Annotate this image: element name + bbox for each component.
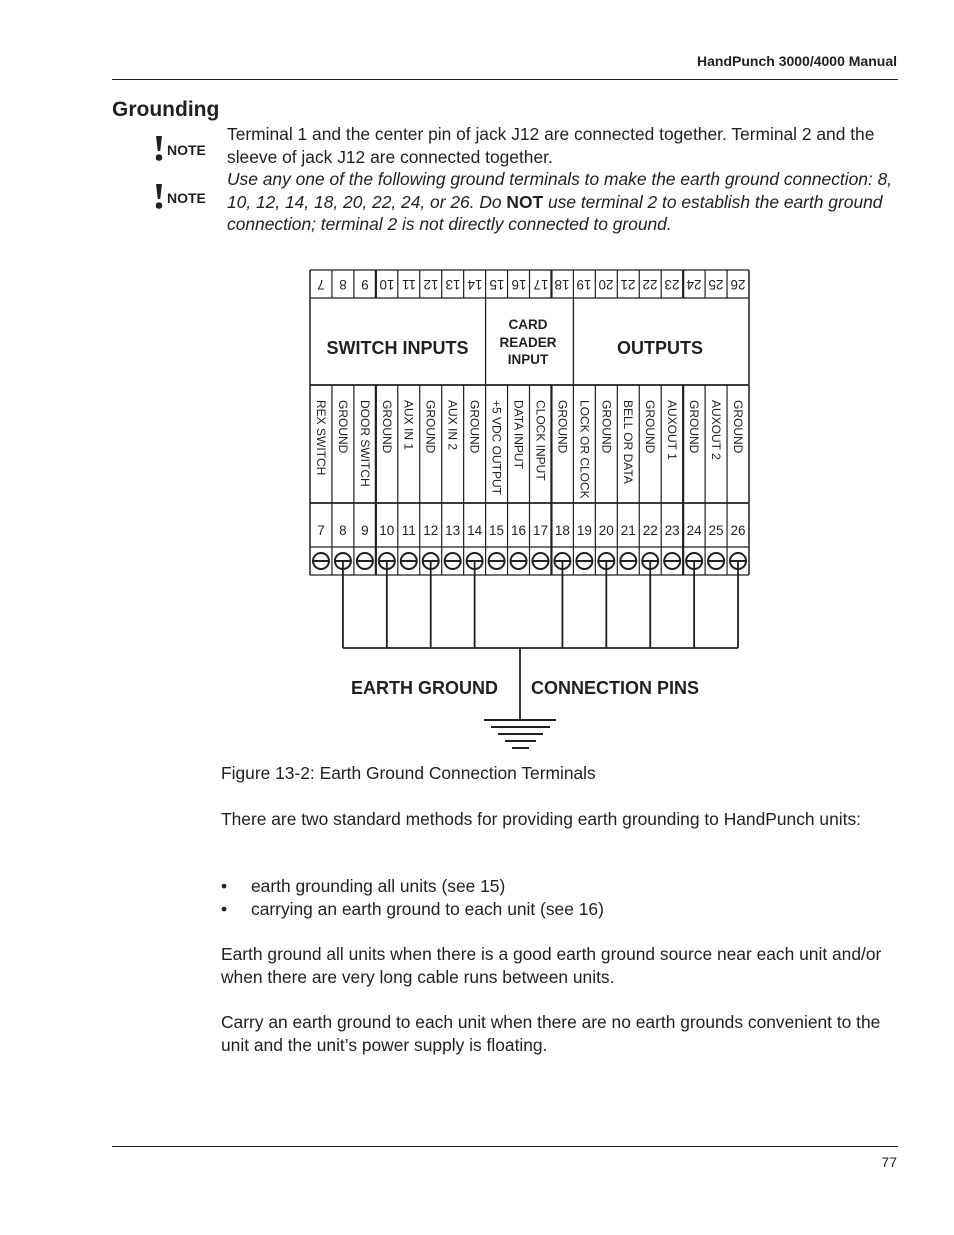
- terminal-number-inverted: 19: [576, 277, 592, 292]
- terminal-number-inverted: 14: [467, 277, 483, 292]
- terminal-number-inverted: 10: [379, 277, 395, 292]
- terminal-number: 10: [379, 523, 395, 538]
- group-label-outputs: OUTPUTS: [616, 338, 703, 358]
- terminal-number: 18: [554, 523, 570, 538]
- terminal-number-inverted: 11: [401, 277, 416, 292]
- bullet-item: [221, 876, 505, 897]
- note-text: Terminal 1 and the center pin of jack J12 are connected together. Terminal 2 and the sleeve of jack J12 are connected together.: [227, 124, 875, 167]
- terminal-label: DOOR SWITCH: [357, 400, 372, 487]
- page-number: 77: [881, 1154, 897, 1170]
- group-label-switch-inputs: SWITCH INPUTS: [326, 338, 469, 358]
- terminal-number-inverted: 15: [489, 277, 505, 292]
- terminal-number-inverted: 20: [598, 277, 614, 292]
- terminal-number: 23: [664, 523, 680, 538]
- bullet-text: carrying an earth ground to each unit (see 16): [251, 899, 604, 919]
- terminal-label: CLOCK INPUT: [533, 400, 548, 481]
- group-label-line: READER: [499, 334, 557, 350]
- terminal-number-inverted: 18: [554, 277, 570, 292]
- group-label-line: CARD: [508, 317, 548, 332]
- intro-paragraph: There are two standard methods for providing earth grounding to HandPunch units:: [221, 809, 861, 829]
- terminal-number: 7: [317, 523, 325, 538]
- terminal-number-inverted: 8: [339, 277, 347, 292]
- terminal-label: AUX IN 1: [401, 400, 416, 451]
- terminal-number-inverted: 21: [620, 277, 636, 292]
- terminal-number: 26: [730, 523, 746, 538]
- terminal-label: GROUND: [687, 400, 702, 454]
- terminal-number-inverted: 13: [445, 277, 461, 292]
- terminal-number-inverted: 17: [532, 277, 548, 292]
- terminal-number-inverted: 9: [361, 277, 369, 292]
- figure-caption: Figure 13-2: Earth Ground Connection Terminals: [221, 763, 596, 783]
- terminal-label: AUX IN 2: [445, 400, 460, 451]
- note-label: NOTE: [167, 142, 206, 158]
- bullet-icon: •: [221, 899, 228, 919]
- note-emphasis: NOT: [506, 191, 544, 212]
- note-text-part: use terminal 2 to establish the earth ground connection; terminal 2 is not directly connected to ground.: [227, 191, 883, 235]
- terminal-number: 24: [686, 523, 702, 538]
- paragraph: Carry an earth ground to each unit when there are no earth grounds convenient to the unit and the unit’s power supply is floating.: [221, 1012, 881, 1055]
- group-label-card-reader-input: [485, 316, 571, 369]
- terminal-label: AUXOUT 1: [665, 400, 680, 460]
- terminal-label: GROUND: [643, 400, 658, 454]
- terminal-label: REX SWITCH: [313, 400, 328, 476]
- note-text-part: Use any one of the following ground terminals to make the earth ground connection: 8, 10, 12, 14, 18, 20, 22, 24, or 26. Do: [227, 169, 893, 212]
- footer-rule: [112, 1146, 898, 1147]
- terminal-label: GROUND: [599, 400, 614, 454]
- terminal-label: GROUND: [335, 400, 350, 454]
- terminal-number-inverted: 25: [708, 277, 724, 292]
- terminal-label: BELL OR DATA: [621, 400, 636, 484]
- terminal-number: 11: [401, 523, 416, 538]
- terminal-number: 21: [620, 523, 636, 538]
- note-label: NOTE: [167, 190, 206, 206]
- terminal-number: 20: [598, 523, 614, 538]
- terminal-number: 25: [708, 523, 724, 538]
- terminal-number-inverted: 22: [642, 277, 658, 292]
- earth-ground-label: EARTH GROUND: [351, 678, 498, 698]
- terminal-number: 17: [532, 523, 548, 538]
- terminal-label: GROUND: [730, 400, 745, 454]
- bullet-icon: •: [221, 876, 228, 896]
- terminal-number-inverted: 26: [730, 277, 746, 292]
- terminal-label: GROUND: [379, 400, 394, 454]
- terminal-label: AUXOUT 2: [709, 400, 724, 460]
- terminal-number: 14: [467, 523, 483, 538]
- bullet-item: [221, 899, 604, 920]
- terminal-label: GROUND: [423, 400, 438, 454]
- terminal-number-inverted: 7: [317, 277, 325, 292]
- terminal-number: 22: [642, 523, 658, 538]
- terminal-number-inverted: 16: [511, 277, 527, 292]
- running-header-title: HandPunch 3000/4000 Manual: [697, 53, 897, 69]
- terminal-number-inverted: 24: [686, 277, 702, 292]
- terminal-number-inverted: 12: [423, 277, 439, 292]
- terminal-label: LOCK OR CLOCK: [577, 400, 592, 499]
- terminal-label: GROUND: [555, 400, 570, 454]
- terminal-number: 8: [339, 523, 347, 538]
- terminal-number: 12: [423, 523, 439, 538]
- terminal-number: 13: [445, 523, 461, 538]
- terminal-number: 9: [361, 523, 369, 538]
- paragraph: Earth ground all units when there is a good earth ground source near each unit and/or when there are very long cable runs between units.: [221, 944, 882, 987]
- bullet-text: earth grounding all units (see 15): [251, 876, 506, 896]
- terminal-number: 15: [489, 523, 505, 538]
- connection-pins-label: CONNECTION PINS: [531, 678, 700, 698]
- terminal-number-inverted: 23: [664, 277, 680, 292]
- terminal-number: 16: [511, 523, 527, 538]
- terminal-label: GROUND: [467, 400, 482, 454]
- terminal-label: DATA INPUT: [511, 400, 526, 469]
- terminal-label: +5 VDC OUTPUT: [489, 400, 504, 496]
- terminal-number: 19: [576, 523, 592, 538]
- group-label-line: INPUT: [507, 352, 549, 367]
- section-title: Grounding: [112, 98, 220, 121]
